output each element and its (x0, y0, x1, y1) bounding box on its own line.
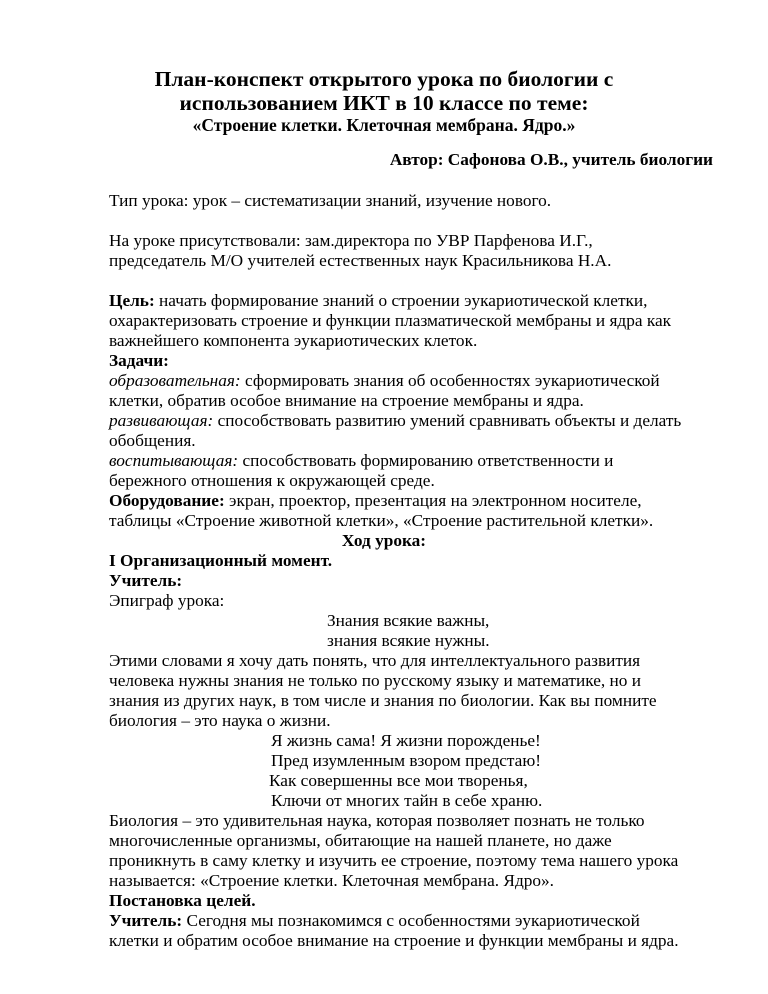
poem-line-4: Ключи от многих тайн в себе храню. (271, 791, 543, 810)
doc-title-line-1: План-конспект открытого урока по биологии с (154, 67, 614, 91)
task-dev-line-1 (109, 411, 681, 431)
teacher-label: Учитель: (109, 571, 183, 590)
equipment-label: Оборудование: (109, 491, 225, 510)
task-dev-text: способствовать развитию умений сравнивать объекты и делать (213, 411, 682, 430)
poem-line-3: Как совершенны все мои творенья, (269, 771, 528, 790)
para2-line-1: Биология – это удивительная наука, которая позволяет познать не только (109, 811, 645, 830)
goal-text: начать формирование знаний о строении эукариотической клетки, (154, 291, 648, 310)
equipment-line-2: таблицы «Строение животной клетки», «Строение растительной клетки». (109, 511, 654, 530)
author-line: Автор: Сафонова О.В., учитель биологии (389, 150, 713, 169)
tasks-heading: Задачи: (109, 351, 169, 370)
para2-line-3: проникнуть в саму клетку и изучить ее строение, поэтому тема нашего урока (109, 851, 679, 870)
attendees-line-2: председатель М/О учителей естественных наук Красильникова Н.А. (109, 251, 612, 270)
para1-line-4: биология – это наука о жизни. (109, 711, 331, 730)
task-upb-label: воспитывающая: (109, 451, 239, 470)
equipment-text: экран, проектор, презентация на электронном носителе, (224, 491, 642, 510)
para3-text: Сегодня мы познакомимся с особенностями эукариотической (182, 911, 640, 930)
para3-teacher-label: Учитель: (109, 911, 183, 930)
goal-label: Цель: (109, 291, 155, 310)
task-dev-line-2: обобщения. (109, 431, 196, 450)
epigraph-line-2: знания всякие нужны. (327, 631, 490, 650)
goal-line-1 (109, 291, 647, 311)
poem-line-1: Я жизнь сама! Я жизни порожденье! (271, 731, 541, 750)
task-edu-text: сформировать знания об особенностях эукариотической (240, 371, 660, 390)
para2-line-4: называется: «Строение клетки. Клеточная мембрана. Ядро». (109, 871, 554, 890)
task-dev-label: развивающая: (109, 411, 214, 430)
course-heading: Ход урока: (341, 531, 427, 550)
equipment-line-1 (109, 491, 642, 511)
doc-title-line-3: «Строение клетки. Клеточная мембрана. Ядро.» (192, 115, 576, 135)
task-upb-line-1 (109, 451, 613, 471)
para3-line-2: клетки и обратим особое внимание на строение и функции мембраны и ядра. (109, 931, 679, 950)
poem-line-2: Пред изумленным взором предстаю! (271, 751, 542, 770)
task-edu-line-1 (109, 371, 660, 391)
epigraph-label: Эпиграф урока: (109, 591, 225, 610)
lesson-type: Тип урока: урок – систематизации знаний, изучение нового. (109, 191, 552, 210)
para2-line-2: многочисленные организмы, обитающие на нашей планете, но даже (109, 831, 612, 850)
para1-line-3: знания из других наук, в том числе и знания по биологии. Как вы помните (109, 691, 657, 710)
para3-line-1 (109, 911, 640, 931)
task-edu-line-2: клетки, обратив особое внимание на строение мембраны и ядра. (109, 391, 584, 410)
para1-line-2: человека нужны знания не только по русскому языку и математике, но и (109, 671, 641, 690)
task-edu-label: образовательная: (109, 371, 241, 390)
goal-line-3: важнейшего компонента эукариотических клеток. (109, 331, 478, 350)
task-upb-text: способствовать формированию ответственности и (238, 451, 614, 470)
epigraph-line-1: Знания всякие важны, (327, 611, 490, 630)
stage-1-heading: I Организационный момент. (109, 551, 333, 570)
para1-line-1: Этими словами я хочу дать понять, что для интеллектуального развития (109, 651, 641, 670)
goals-heading: Постановка целей. (109, 891, 256, 910)
attendees-line-1: На уроке присутствовали: зам.директора по УВР Парфенова И.Г., (109, 231, 593, 250)
goal-line-2: охарактеризовать строение и функции плазматической мембраны и ядра как (109, 311, 672, 330)
task-upb-line-2: бережного отношения к окружающей среде. (109, 471, 435, 490)
doc-title-line-2: использованием ИКТ в 10 классе по теме: (179, 91, 589, 115)
